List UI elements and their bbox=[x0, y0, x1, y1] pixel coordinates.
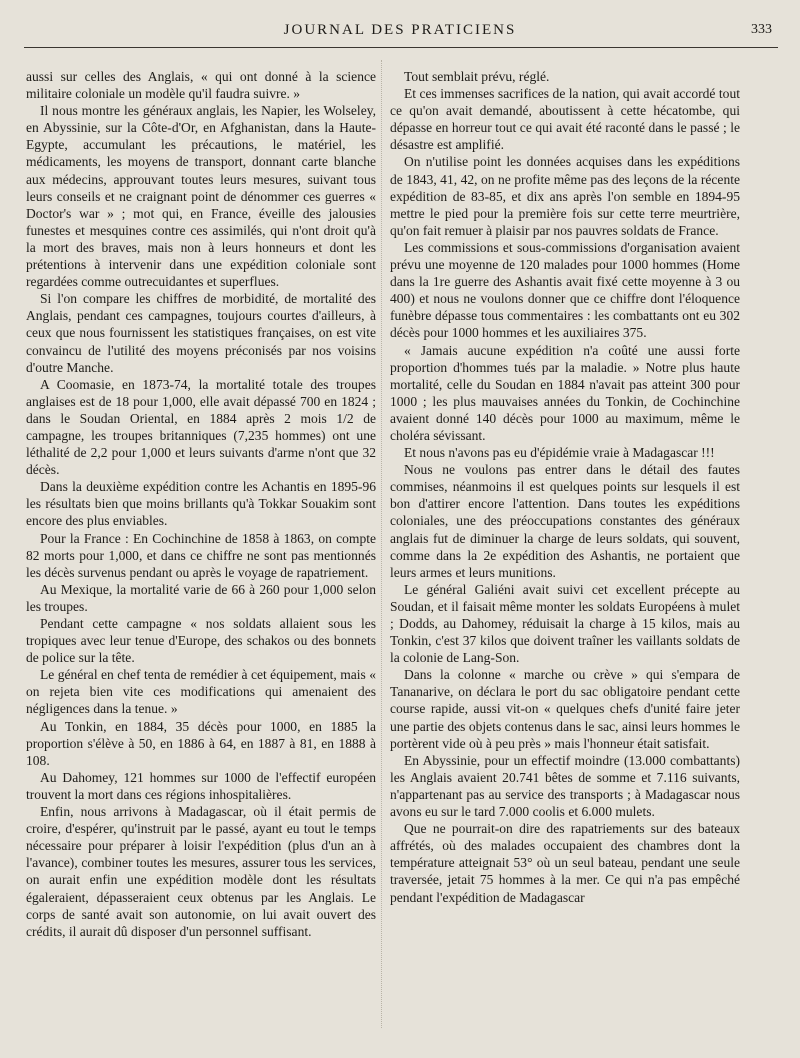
paragraph: Pendant cette campagne « nos soldats allaient sous les tropiques avec leur tenue d'Europe, des schakos ou des bonnets de police sur la tête. bbox=[26, 616, 376, 666]
right-column bbox=[390, 68, 740, 906]
paragraph: aussi sur celles des Anglais, « qui ont donné à la science militaire coloniale un modèle qu'il faudra suivre. » bbox=[26, 69, 376, 102]
paragraph: Si l'on compare les chiffres de morbidité, de mortalité des Anglais, pendant ces campagnes, toujours courtes d'ailleurs, à ceux que nous fournissent les statistiques françaises, on est vite convaincu de l'utilité des moyens préconisés par nos voisins d'outre Manche. bbox=[26, 291, 376, 375]
column-gutter bbox=[381, 60, 382, 1028]
paragraph: Dans la deuxième expédition contre les Achantis en 1895-96 les résultats bien que moins brillants qu'à Tokkar Souakim sont encore des plus enviables. bbox=[26, 479, 376, 529]
left-column bbox=[26, 68, 376, 940]
paragraph: Au Dahomey, 121 hommes sur 1000 de l'effectif européen trouvent la mort dans ces régions inhospitalières. bbox=[26, 769, 376, 802]
header-rule bbox=[24, 47, 778, 48]
paragraph: Enfin, nous arrivons à Madagascar, où il était permis de croire, d'espérer, qu'instruit par le passé, ayant eu tout le temps nécessaire pour préparer à loisir l'expédition (plus d'un an à l'avance), combiner toutes les mesures, assurer tous les services, on aurait enfin une expédition modèle dont les résultats égaleraient, dépasseraient ceux obtenus par les Anglais. Le corps de santé avait son autonomie, on lui avait ouvert des crédits, il aurait dû disposer d'un personnel suffisant. bbox=[26, 804, 376, 939]
paragraph: Il nous montre les généraux anglais, les Napier, les Wolseley, en Abyssinie, sur la Côte-d'Or, en Afghanistan, dans la Haute-Egypte, accumulant les précautions, le matériel, les médicaments, les moyens de transport, donnant carte blanche aux médecins, approuvant toutes leurs mesures, suivant tous leurs conseils et ne craignant point de dénommer ces guerres « Doctor's war » ; mot qui, en France, éveille des jalousies funestes et mesquines contre ces assimilés, qui n'ont droit qu'à la mort des braves, mais non à leurs honneurs et dont les prétentions à intervenir dans une expédition coloniale sont regardées comme outrecuidantes et superflues. bbox=[26, 103, 376, 290]
paragraph: Dans la colonne « marche ou crève » qui s'empara de Tananarive, on déclara le port du sac obligatoire pendant cette course rapide, aussi vit-on « quelques chefs d'unité faire jeter une partie des objets contenus dans le sac, ainsi leurs hommes le portèrent vide où à peu près » mais l'honneur était satisfait. bbox=[390, 667, 740, 751]
paragraph: On n'utilise point les données acquises dans les expéditions de 1843, 41, 42, on ne profite même pas des leçons de la récente expédition de 83-85, et dix ans après l'on semble en 1894-95 mettre le pied pour la première fois sur cette terre meurtrière, qu'on fait remuer à plaisir par nos pauvres soldats de France. bbox=[390, 154, 740, 238]
paragraph: Pour la France : En Cochinchine de 1858 à 1863, on compte 82 morts pour 1,000, et dans ce chiffre ne sont pas mentionnés les décès survenus pendant ou après le voyage de rapatriement. bbox=[26, 530, 376, 580]
paragraph: Les commissions et sous-commissions d'organisation avaient prévu une moyenne de 120 malades pour 1000 hommes (Home dans la 1re guerre des Ashantis avait fixé cette moyenne à 3 ou 400) et nous ne voulons donner que ce chiffre dont l'éloquence funèbre dépasse tous commentaires : les combattants ont eu 302 décès pour 1000 hommes et les auxiliaires 375. bbox=[390, 239, 740, 341]
paragraph: En Abyssinie, pour un effectif moindre (13.000 combattants) les Anglais avaient 20.741 bêtes de somme et 7.116 suivants, n'appartenant pas au service des transports ; à Madagascar nous avons eu sur le tard 7.000 coolis et 6.000 mulets. bbox=[390, 752, 740, 820]
paragraph: Et ces immenses sacrifices de la nation, qui avait accordé tout ce qu'on avait demandé, aboutissent à cette hécatombe, qui dépasse en horreur tout ce qui avait été raconté dans le passé ; le désastre est amplifié. bbox=[390, 86, 740, 153]
paragraph: A Coomasie, en 1873-74, la mortalité totale des troupes anglaises est de 18 pour 1,000, elle avait dépassé 700 en 1824 ; dans le Soudan Oriental, en 1884 après 2 mois 1/2 de campagne, les troupes britanniques (7,235 hommes) ont une léthalité de 2,2 pour 1,000 et leurs suivants d'arme n'ont que 32 décès. bbox=[26, 376, 376, 478]
paragraph: Le général en chef tenta de remédier à cet équipement, mais « on rejeta bien vite ces modifications qui amenaient des négligences dans la tenue. » bbox=[26, 667, 376, 717]
page-number: 333 bbox=[751, 22, 772, 37]
paragraph: Le général Galiéni avait suivi cet excellent précepte au Soudan, et il faisait même monter les soldats Européens à mulet ; Dodds, au Dahomey, réduisait la charge à 15 kilos, mais au Tonkin, c'est 37 kilos que doivent traîner les vaillants soldats de la colonie de Lang-Son. bbox=[390, 581, 740, 666]
paragraph: « Jamais aucune expédition n'a coûté une aussi forte proportion d'hommes tués par la maladie. » Notre plus haute mortalité, celle du Soudan en 1884 n'avait pas atteint 300 pour 1000 ; les plus mauvaises années du Tonkin, de Cochinchine avaient donné 140 décès pour 1000 au maximum, même le choléra sévissant. bbox=[390, 342, 740, 443]
paragraph: Que ne pourrait-on dire des rapatriements sur des bateaux affrétés, où des malades occupaient des chambres dont la température atteignait 53° où un seul bateau, pendant une seule traversée, jetait 75 hommes à la mer. Ce qui n'a pas empêché pendant l'expédition de Madagascar bbox=[390, 821, 740, 905]
paragraph: Au Mexique, la mortalité varie de 66 à 260 pour 1,000 selon les troupes. bbox=[26, 581, 376, 614]
running-head bbox=[0, 22, 800, 44]
paragraph: Tout semblait prévu, réglé. bbox=[404, 69, 550, 84]
paragraph: Nous ne voulons pas entrer dans le détail des fautes commises, néanmoins il est quelques points sur lesquels il est bon d'attirer encore l'attention. Dans toutes les expéditions coloniales, une des préoccupations constantes des généraux anglais fut de diminuer la charge de leurs soldats, qui souvent, comme dans la 2e expédition des Ashantis, ne portaient que leurs armes et leurs munitions. bbox=[390, 462, 740, 580]
paragraph: Au Tonkin, en 1884, 35 décès pour 1000, en 1885 la proportion s'élève à 50, en 1886 à 64, en 1887 à 81, en 1888 à 108. bbox=[26, 718, 376, 768]
journal-title: JOURNAL DES PRATICIENS bbox=[283, 22, 517, 38]
paragraph: Et nous n'avons pas eu d'épidémie vraie à Madagascar !!! bbox=[404, 445, 715, 461]
